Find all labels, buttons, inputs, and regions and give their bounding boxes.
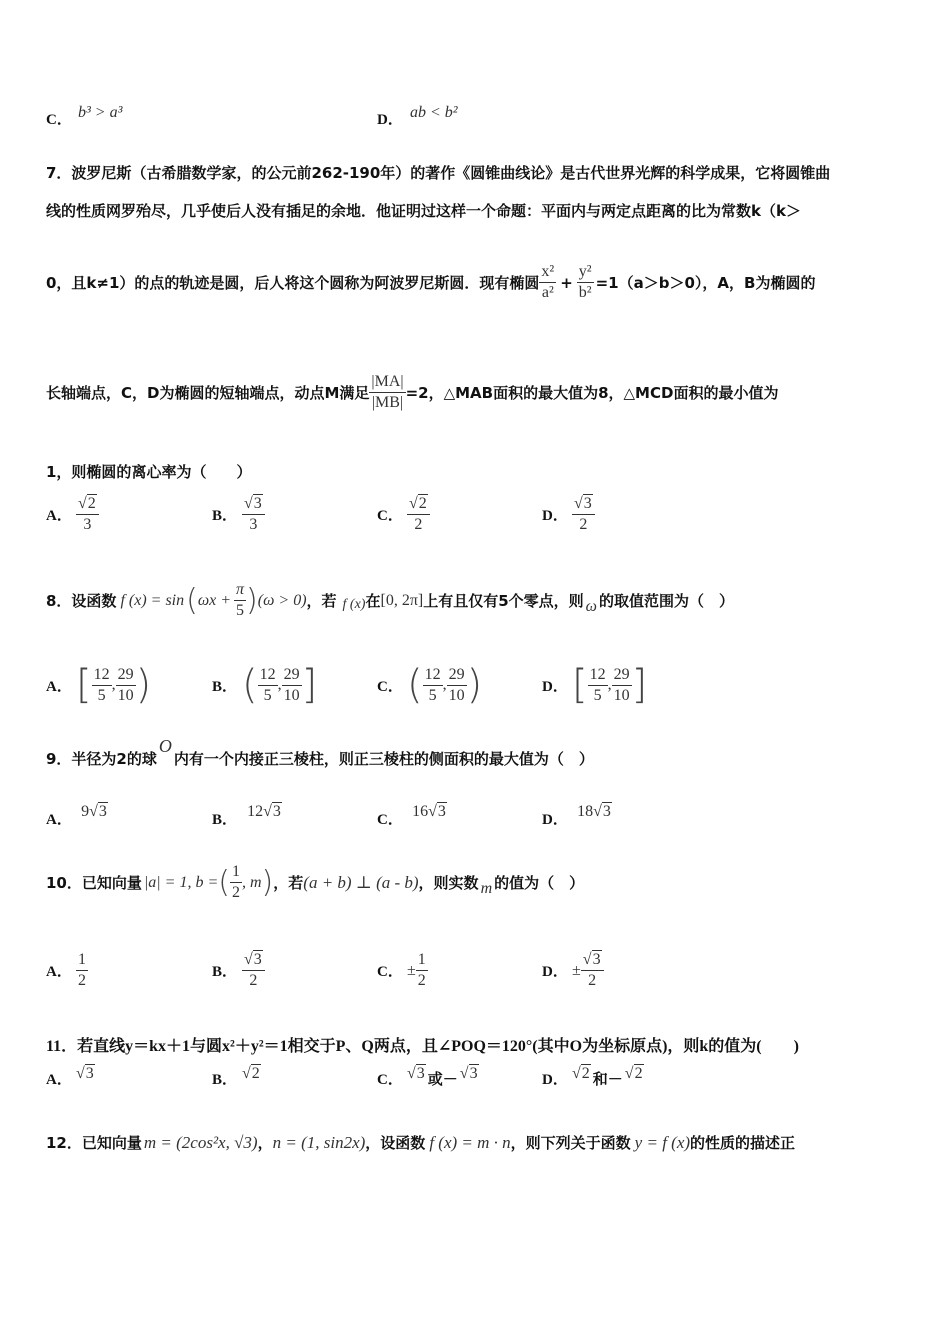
option-label: C． xyxy=(46,112,72,128)
q8-arg: ωx + xyxy=(197,591,232,609)
q9-option-c[interactable]: C． 16√3 xyxy=(377,803,446,828)
q8-option-a[interactable]: A． [ $\frac{12}{5}$ , $\frac{29}{10}$ ) xyxy=(46,662,152,708)
q7-line4-text: 长轴端点，C，D为椭圆的短轴端点，动点M满足 xyxy=(46,384,370,402)
q7-line5: 1，则椭圆的离心率为（ ） xyxy=(46,463,252,481)
q9-option-d[interactable]: D． 18√3 xyxy=(542,803,611,828)
vector-n: n = (1, sin2x) xyxy=(272,1132,366,1152)
q7-line3-tail: =1（a＞b＞0），A，B为椭圆的 xyxy=(595,274,816,292)
q11-option-b[interactable]: B． √2 xyxy=(212,1065,260,1088)
q11-option-a[interactable]: A． √3 xyxy=(46,1065,94,1088)
q7-line4-tail: =2，△MAB面积的最大值为8，△MCD面积的最小值为 xyxy=(405,384,779,402)
q7-line3-text: 0，且k≠1）的点的轨迹是圆，后人将这个圆称为阿波罗尼斯圆．现有椭圆 xyxy=(46,274,540,292)
q7-line1: 7．波罗尼斯（古希腊数学家，的公元前262-190年）的著作《圆锥曲线论》是古代世界光辉的科学成果，它将圆锥曲 xyxy=(46,164,831,182)
q8-stem: 8．设函数 f (x) = sin ( ωx + $\frac{\pi}{5}$ ) (ω > 0) ，若 f (x) 在 [0, 2π] 上有且仅有5个零点，则 ω 的取值范围为（ ） xyxy=(46,581,734,619)
q10-option-b[interactable]: B． $\frac{√3}{2}$ xyxy=(212,950,265,991)
q8-option-c[interactable]: C． ( $\frac{12}{5}$ , $\frac{29}{10}$ ) xyxy=(377,662,483,708)
ratio-fraction: $\frac{|MA|}{|MB|}$ xyxy=(371,373,404,411)
q6-option-c xyxy=(46,108,72,129)
half-fraction: $\frac{1}{2}$ xyxy=(231,863,240,901)
q8-func: f (x) = sin xyxy=(120,591,185,609)
q10-option-d[interactable]: D． ± $\frac{√3}{2}$ xyxy=(542,950,604,991)
q8-prefix: 8．设函数 xyxy=(46,592,117,610)
q6-option-d xyxy=(377,108,403,129)
pi-over-5: $\frac{\pi}{5}$ xyxy=(236,581,245,619)
q12-stem: 12．已知向量 m = (2cos²x, √3) ， n = (1, sin2x) ，设函数 f (x) = m · n ，则下列关于函数 y = f (x) 的性质的描述正 xyxy=(46,1132,796,1152)
q7-line2: 线的性质网罗殆尽，几乎使后人没有插足的余地．他证明过这样一个命题：平面内与两定点距离的比为常数k（k＞ xyxy=(46,202,801,220)
q9-stem: 9．半径为2的球 O 内有一个内接正三棱柱，则正三棱柱的侧面积的最大值为（ ） xyxy=(46,736,594,768)
ellipse-x-fraction: $\frac{\text{x²}}{\text{a²}}$ xyxy=(541,263,555,301)
q10-option-a[interactable]: A． $\frac{1}{2}$ xyxy=(46,951,86,989)
q8-option-d[interactable]: D． [ $\frac{12}{5}$ , $\frac{29}{10}$ ] xyxy=(542,662,648,708)
vector-m: m = (2cos²x, √3) xyxy=(143,1132,258,1152)
q8-cond: (ω > 0) xyxy=(257,591,307,609)
q9-option-b[interactable]: B． 12√3 xyxy=(212,803,281,828)
option-label: D． xyxy=(377,112,403,128)
q7-option-a[interactable]: A． $\frac{√2}{3}$ xyxy=(46,494,99,535)
q7-option-b[interactable]: B． $\frac{√3}{3}$ xyxy=(212,494,265,535)
q6-option-d-expr: ab < b² xyxy=(410,104,458,121)
q7-option-c[interactable]: C． $\frac{√2}{2}$ xyxy=(377,494,430,535)
q7-option-d[interactable]: D． $\frac{√3}{2}$ xyxy=(542,494,595,535)
q11-option-c[interactable]: C． √3 或－ √3 xyxy=(377,1065,478,1088)
q7-line4 xyxy=(46,372,778,413)
function-f: f (x) = m · n xyxy=(429,1132,511,1152)
q10-option-c[interactable]: C． ± $\frac{1}{2}$ xyxy=(377,951,426,989)
ellipse-y-fraction: $\frac{\text{y²}}{\text{b²}}$ xyxy=(578,263,592,301)
function-y: y = f (x) xyxy=(634,1132,691,1152)
vector-a-b: |a| = 1, b = xyxy=(143,873,219,891)
q9-option-a[interactable]: A． 9√3 xyxy=(46,803,107,828)
q11-option-d[interactable]: D． √2 和－ √2 xyxy=(542,1065,643,1088)
q6-option-c-expr: b³ > a³ xyxy=(78,104,123,121)
q8-option-b[interactable]: B． ( $\frac{12}{5}$ , $\frac{29}{10}$ ] xyxy=(212,662,318,708)
plus-sign: + xyxy=(560,273,573,292)
q11-stem: 11．若直线y＝kx＋1与圆x²＋y²＝1相交于P、Q两点，且∠POQ＝120°(其中O为坐标原点)，则k的值为( ) xyxy=(46,1038,799,1055)
q7-line3 xyxy=(46,262,815,303)
q10-stem: 10．已知向量 |a| = 1, b = ( $\frac{1}{2}$ , m ) ，若 (a + b) ⊥ (a - b) ，则实数 m 的值为（ ） xyxy=(46,863,585,901)
